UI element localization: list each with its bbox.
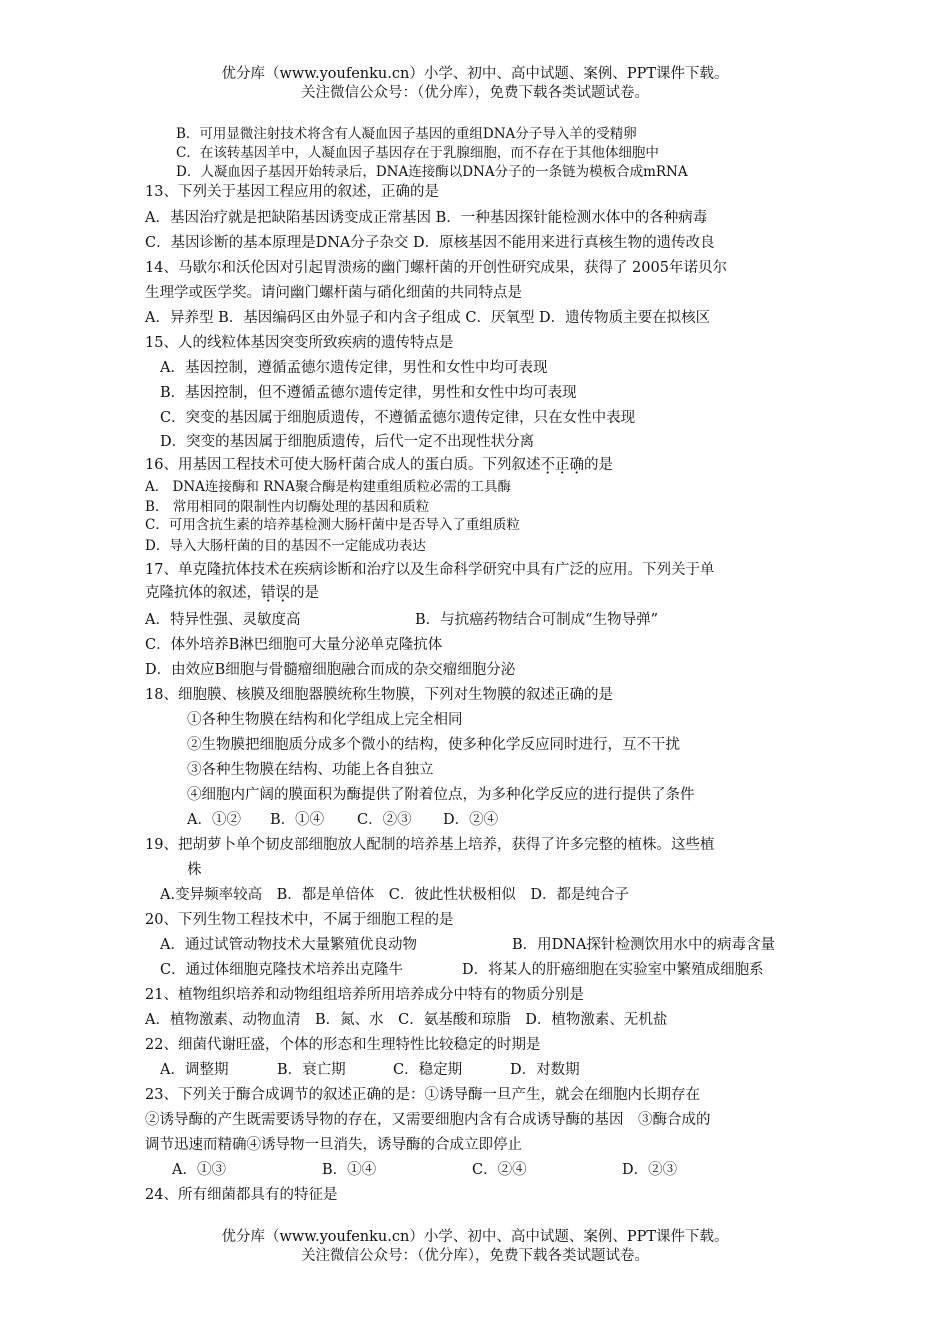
q18-option-a: A．①② [187,812,241,828]
header-line-2: 关注微信公众号：（优分库），免费下载各类试题试卷。 [301,85,649,101]
q22-option-a: A．调整期 [160,1062,229,1078]
q17-emphasis-char: 误 [275,585,290,601]
q14-options: A．异养型 B．基因编码区由外显子和内含子组成 C．厌氧型 D．遗传物质主要在拟核区 [145,310,711,326]
q15-option-d: D．突变的基因属于细胞质遗传，后代一定不出现性状分离 [160,434,535,450]
q12-option-d: D．人凝血因子基因开始转录后，DNA连接酶以DNA分子的一条链为模板合成mRNA [176,164,688,180]
q16-stem-post: 的是 [583,457,613,473]
q19-options: A.变异频率较高 B．都是单倍体 C．彼此性状极相似 D．都是纯合子 [160,887,629,903]
q13-options-ab: A．基因治疗就是把缺陷基因诱变成正常基因 B．一种基因探针能检测水体中的各种病毒 [145,210,708,226]
q23-stem-line-3: 调节迅速而精确④诱导物一旦消失，诱导酶的合成立即停止 [145,1137,522,1153]
q13-stem: 13、下列关于基因工程应用的叙述，正确的是 [145,184,439,200]
q20-option-b: B．用DNA探针检测饮用水中的病毒含量 [512,937,775,953]
q15-option-a: A．基因控制，遵循孟德尔遗传定律，男性和女性中均可表现 [160,360,548,376]
q16-option-b: B． 常用相同的限制性内切酶处理的基因和质粒 [145,499,430,515]
footer-line-1: 优分库（www.youfenku.cn）小学、初中、高中试题、案例、PPT课件下载。 [221,1229,729,1245]
q18-option-b: B．①④ [270,812,325,828]
q18-statement-4: ④细胞内广阔的膜面积为酶提供了附着位点，为多种化学反应的进行提供了条件 [187,787,695,803]
q24-stem: 24、所有细菌都具有的特征是 [145,1187,338,1203]
q23-stem-line-1: 23、下列关于酶合成调节的叙述正确的是：①诱导酶一旦产生，就会在细胞内长期存在 [145,1087,700,1103]
q23-option-b: B．①④ [322,1162,377,1178]
q21-stem: 21、植物组织培养和动物组组培养所用培养成分中特有的物质分别是 [145,987,584,1003]
q17-emphasis-char: 错 [261,585,276,601]
q22-stem: 22、细菌代谢旺盛，个体的形态和生理特性比较稳定的时期是 [145,1037,541,1053]
q16-option-d: D．导入大肠杆菌的目的基因不一定能成功表达 [145,538,426,554]
q18-option-c: C．②③ [357,812,412,828]
q12-option-b: B．可用显微注射技术将含有人凝血因子基因的重组DNA分子导入羊的受精卵 [176,126,637,142]
q14-stem-line-1: 14、马歇尔和沃伦因对引起胃溃疡的幽门螺杆菌的开创性研究成果，获得了 2005年诺贝尔 [145,260,727,276]
q17-stem-line-2 [145,583,319,603]
q21-options: A．植物激素、动物血清 B．氮、水 C．氨基酸和琼脂 D．植物激素、无机盐 [145,1012,668,1028]
q17-stem-line-1: 17、单克隆抗体技术在疾病诊断和治疗以及生命科学研究中具有广泛的应用。下列关于单 [145,562,715,578]
q22-option-c: C．稳定期 [393,1062,463,1078]
page-footer [0,1228,950,1266]
q18-statement-3: ③各种生物膜在结构、功能上各自独立 [187,762,434,778]
q16-stem [145,455,613,475]
q17-option-d: D．由效应B细胞与骨髓瘤细胞融合而成的杂交瘤细胞分泌 [145,662,516,678]
q19-stem-line-2: 株 [187,862,202,878]
q15-option-b: B．基因控制，但不遵循孟德尔遗传定律，男性和女性中均可表现 [160,385,577,401]
q15-option-c: C．突变的基因属于细胞质遗传，不遵循孟德尔遗传定律，只在女性中表现 [160,410,636,426]
q22-option-b: B．衰亡期 [277,1062,346,1078]
q16-emphasis-char: 确 [569,457,584,473]
q17-option-c: C．体外培养B淋巴细胞可大量分泌单克隆抗体 [145,637,443,653]
footer-line-2: 关注微信公众号：（优分库），免费下载各类试题试卷。 [301,1248,649,1264]
q20-option-c: C．通过体细胞克隆技术培养出克隆牛 [160,962,404,978]
q16-emphasis-char: 正 [554,457,570,473]
q18-statement-2: ②生物膜把细胞质分成多个微小的结构，使多种化学反应同时进行，互不干扰 [187,737,680,753]
q22-option-d: D．对数期 [510,1062,580,1078]
q20-stem: 20、下列生物工程技术中，不属于细胞工程的是 [145,912,454,928]
q23-option-d: D．②③ [622,1162,678,1178]
q20-option-d: D．将某人的肝癌细胞在实验室中繁殖成细胞系 [462,962,764,978]
q16-option-a: A． DNA连接酶和 RNA聚合酶是构建重组质粒必需的工具酶 [145,479,511,495]
q14-stem-line-2: 生理学或医学奖。请问幽门螺杆菌与硝化细菌的共同特点是 [145,285,522,301]
q23-option-a: A．①③ [172,1162,226,1178]
q13-options-cd: C．基因诊断的基本原理是DNA分子杂交 D．原核基因不能用来进行真核生物的遗传改良 [145,235,715,251]
q19-stem-line-1: 19、把胡萝卜单个韧皮部细胞放人配制的培养基上培养，获得了许多完整的植株。这些植 [145,837,715,853]
q20-option-a: A．通过试管动物技术大量繁殖优良动物 [160,937,417,953]
q16-stem-pre: 16、用基因工程技术可使大肠杆菌合成人的蛋白质。下列叙述 [145,457,541,473]
page-header [0,65,950,103]
q17-option-b: B．与抗癌药物结合可制成“生物导弹” [415,612,658,628]
q16-emphasis-char: 不 [540,457,555,473]
header-line-1: 优分库（www.youfenku.cn）小学、初中、高中试题、案例、PPT课件下载。 [221,66,729,82]
q23-option-c: C．②④ [472,1162,527,1178]
q18-stem: 18、细胞膜、核膜及细胞器膜统称生物膜，下列对生物膜的叙述正确的是 [145,687,613,703]
q15-stem: 15、人的线粒体基因突变所致疾病的遗传特点是 [145,335,454,351]
q17-stem-pre: 克隆抗体的叙述， [145,585,261,601]
q23-stem-line-2: ②诱导酶的产生既需要诱导物的存在，又需要细胞内含有合成诱导酶的基因 ③酶合成的 [145,1112,711,1128]
q18-option-d: D．②④ [443,812,499,828]
q18-statement-1: ①各种生物膜在结构和化学组成上完全相同 [187,712,463,728]
q17-option-a: A．特异性强、灵敏度高 [145,612,301,628]
q16-option-c: C．可用含抗生素的培养基检测大肠杆菌中是否导入了重组质粒 [145,517,520,533]
q12-option-c: C．在该转基因羊中，人凝血因子基因存在于乳腺细胞，而不存在于其他体细胞中 [176,145,659,161]
q17-stem-post: 的是 [290,585,319,601]
